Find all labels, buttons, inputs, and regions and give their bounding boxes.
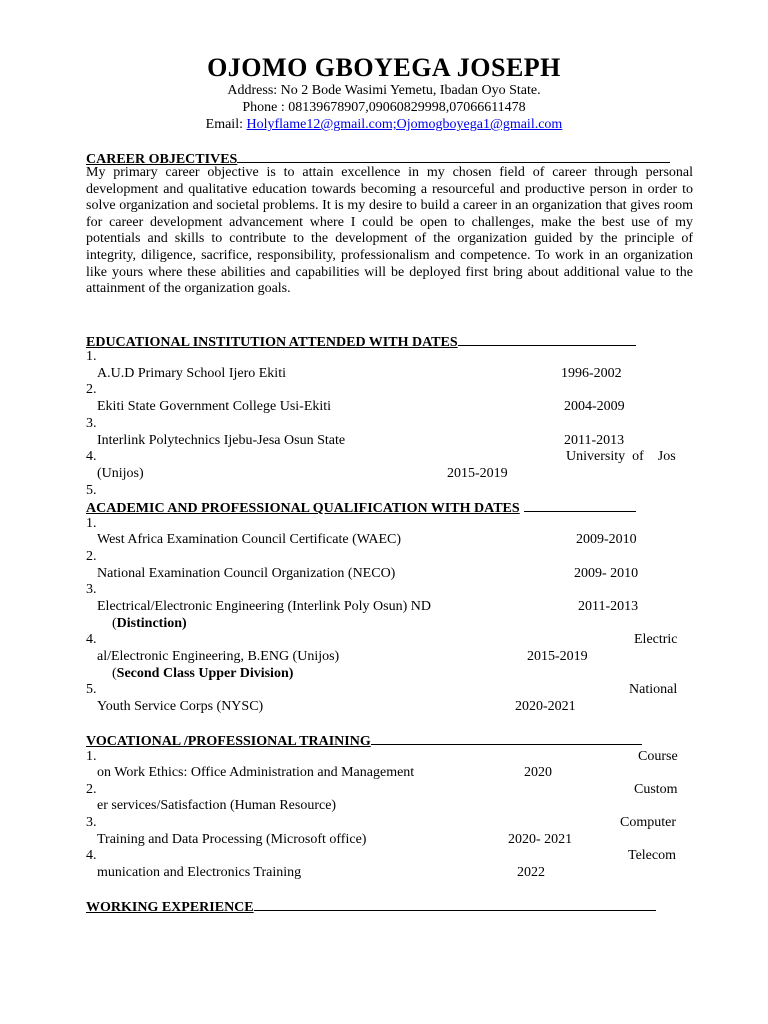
list-number: 2. [86, 549, 97, 564]
list-number: 4. [86, 449, 97, 464]
education-heading [86, 332, 636, 351]
candidate-name: OJOMO GBOYEGA JOSEPH [207, 53, 561, 82]
qualification-grade [112, 665, 293, 682]
school-date: 2011-2013 [564, 433, 625, 448]
school-date: 2015-2019 [447, 466, 508, 481]
career-objectives-text: My primary career objective is to attain excellence in my chosen field of career through personal development and qualitative education towards becoming a resourceful and productive person in order to solve organization and societal problems. It is my desire to build a career in an organization that gives room for career development advancement where I could be open to challenges, make the best use of my potentials and skills to contribute to the development of the organization guided by the principle of integrity, diligence, sacrifice, responsibility, professionalism and competence. To work in an organization like yours where these abilities and capabilities will be deployed first bring about additional value to the attainment of the organization goals. [86, 165, 693, 297]
academic-label: ACADEMIC AND PROFESSIONAL QUALIFICATION WITH DATES [86, 501, 520, 516]
qualification-date: 2020-2021 [515, 699, 576, 714]
list-number: 1. [86, 516, 97, 531]
education-label: EDUCATIONAL INSTITUTION ATTENDED WITH DATES [86, 335, 458, 350]
training-name-part: munication and Electronics Training [97, 865, 302, 880]
qualification-date: 2015-2019 [527, 649, 588, 664]
qualification-date: 2009- 2010 [574, 566, 639, 581]
qualification-date: 2009-2010 [576, 532, 637, 547]
vocational-heading [86, 731, 642, 750]
list-number: 3. [86, 815, 97, 830]
training-date: 2020 [524, 765, 552, 780]
email-link[interactable]: Holyflame12@gmail.com;Ojomogboyega1@gmail.com [246, 117, 563, 132]
training-name-part: Telecom [628, 848, 676, 863]
grade-text: Distinction) [116, 616, 187, 631]
school-date: 2004-2009 [564, 399, 625, 414]
work-experience-label: WORKING EXPERIENCE [86, 900, 254, 915]
address-line: Address: No 2 Bode Wasimi Yemetu, Ibadan Oyo State. [227, 83, 541, 98]
school-name: A.U.D Primary School Ijero Ekiti [97, 366, 286, 381]
list-number: 4. [86, 848, 97, 863]
academic-heading [86, 498, 636, 517]
qualification-name-part: Electric [634, 632, 678, 647]
heading-rule [371, 731, 642, 745]
heading-rule [524, 498, 636, 512]
career-objectives-label: CAREER OBJECTIVES [86, 152, 238, 167]
work-experience-heading [86, 897, 656, 916]
list-number: 2. [86, 782, 97, 797]
list-number: 5. [86, 682, 97, 697]
list-number: 4. [86, 632, 97, 647]
list-number: 1. [86, 349, 97, 364]
list-number: 2. [86, 382, 97, 397]
list-number: 3. [86, 582, 97, 597]
qualification-name: West Africa Examination Council Certificate (WAEC) [97, 532, 402, 547]
training-name-part: Training and Data Processing (Microsoft office) [97, 832, 367, 847]
grade-text: Second Class Upper Division) [116, 666, 294, 681]
heading-rule [254, 897, 656, 911]
training-name-part: Course [638, 749, 678, 764]
email-label: Email: [205, 117, 247, 132]
training-date: 2020- 2021 [508, 832, 573, 847]
school-name-part: (Unijos) [97, 466, 144, 481]
grade-paren: ( [112, 616, 117, 631]
heading-rule [458, 332, 636, 346]
school-name-part: University of Jos [566, 449, 676, 464]
qualification-grade [112, 615, 187, 632]
grade-paren: ( [112, 666, 117, 681]
heading-rule [237, 149, 670, 163]
training-name-part: on Work Ethics: Office Administration and Management [97, 765, 415, 780]
qualification-date: 2011-2013 [578, 599, 639, 614]
school-name: Interlink Polytechnics Ijebu-Jesa Osun State [97, 433, 346, 448]
training-name-part: er services/Satisfaction (Human Resource) [97, 798, 337, 813]
vocational-label: VOCATIONAL /PROFESSIONAL TRAINING [86, 734, 371, 749]
training-date: 2022 [517, 865, 545, 880]
qualification-name-part: National [629, 682, 678, 697]
list-number: 5. [86, 483, 97, 498]
qualification-name-part: al/Electronic Engineering, B.ENG (Unijos) [97, 649, 340, 664]
training-name-part: Computer [620, 815, 676, 830]
qualification-name-part: Youth Service Corps (NYSC) [97, 699, 264, 714]
school-date: 1996-2002 [561, 366, 622, 381]
qualification-name: National Examination Council Organization (NECO) [97, 566, 396, 581]
training-name-part: Custom [634, 782, 678, 797]
school-name: Ekiti State Government College Usi-Ekiti [97, 399, 332, 414]
list-number: 3. [86, 416, 97, 431]
list-number: 1. [86, 749, 97, 764]
email-line [0, 116, 768, 133]
qualification-name: Electrical/Electronic Engineering (Interlink Poly Osun) ND [97, 599, 431, 614]
phone-line: Phone : 08139678907,09060829998,07066611478 [242, 100, 526, 115]
